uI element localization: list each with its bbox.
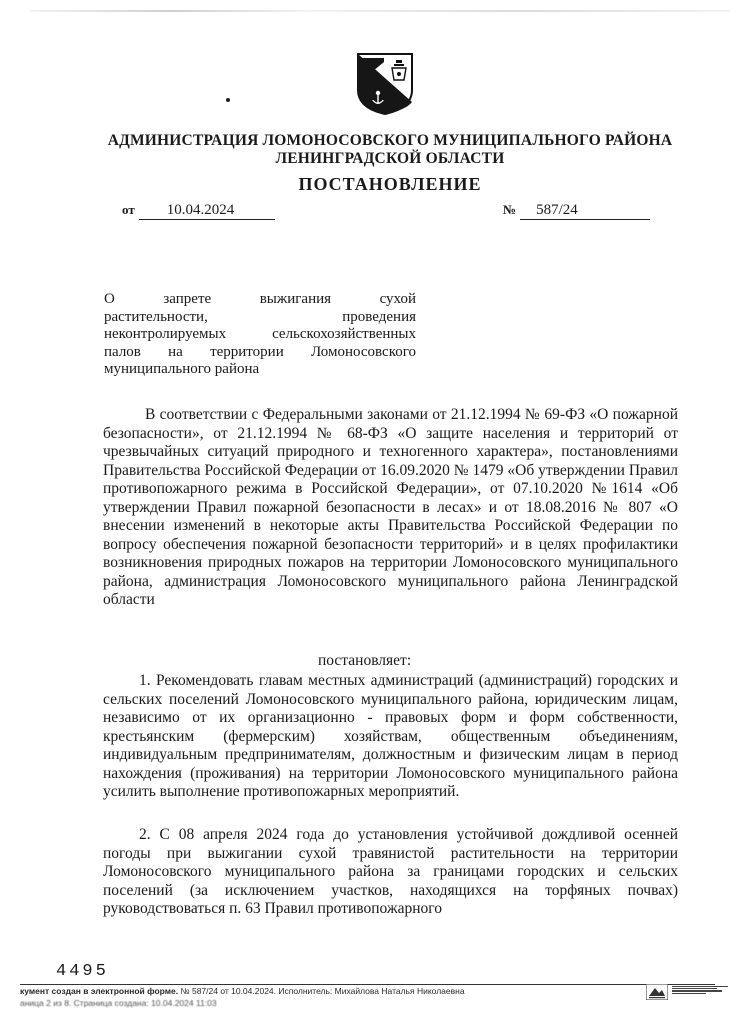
scan-top-artifact [30, 10, 730, 12]
document-type: ПОСТАНОВЛЕНИЕ [298, 174, 482, 194]
item-2-paragraph: 2. С 08 апреля 2024 года до установления устойчивой дождливой осенней погоды при выжигании сухой травянистой растительности на территории Ломоносовского муниципального района за границами городских и сельских поселений (за исключением участков, находящихся на торфяных почвах) руководствоваться п. 63 Правил противопожарного [103, 826, 678, 917]
edoc-stamp-text [672, 985, 728, 995]
footer-line-1 [20, 986, 465, 996]
item-1-paragraph: 1. Рекомендовать главам местных администраций (администраций) городских и сельских поселений Ломоносовского муниципального района, юридическим лицам, независимо от их организационно - правовых форм и форм собственности, крестьянским (фермерским) хозяйствам, общественным объединениям, индивидуальным предпринимателям, должностным и физическим лицам в период нахождения (проживания) на территории Ломоносовского муниципального района усилить выполнение противопожарных мероприятий. [103, 672, 678, 800]
page-mark: 4495 [56, 962, 109, 981]
subject-line: О запрете выжигания сухой [104, 291, 416, 307]
preamble-paragraph: В соответствии с Федеральными законами от 21.12.1994 № 69-ФЗ «О пожарной безопасности», от 21.12.1994 № 68-ФЗ «О защите населения и территорий от чрезвычайных ситуаций природного и техногенного характера», постановлениями Правительства Российской Федерации от 16.09.2020 № 1479 «Об утверждении Правил противопожарного режима в Российской Федерации», от 07.10.2020 №1614 «Об утверждении Правил пожарной безопасности в лесах» и от 18.08.2016 № 807 «О внесении изменений в некоторые акты Правительства Российской Федерации по вопросу обеспечения пожарной безопасности территорий» и в целях профилактики возникновения природных пожаров на территории Ломоносовского муниципального района, администрация Ломоносовского муниципального района Ленинградской области [103, 406, 678, 608]
subject-line: неконтролируемых сельскохозяйственных [104, 326, 416, 342]
document-date [122, 202, 275, 220]
document-number [503, 202, 650, 220]
decree-word: постановляет: [318, 652, 412, 669]
organization-line-2: ЛЕНИНГРАДСКОЙ ОБЛАСТИ [275, 150, 505, 167]
organization-line-1: АДМИНИСТРАЦИЯ ЛОМОНОСОВСКОГО МУНИЦИПАЛЬНОГО РАЙОНА [107, 132, 673, 149]
footer-line-1-details: № 587/24 от 10.04.2024. Исполнитель: Михайлова Наталья Николаевна [180, 986, 465, 996]
footer-line-1-prefix: кумент создан в электронной форме. [20, 986, 179, 996]
subject-line: муниципального района [104, 361, 260, 377]
document-subject [104, 291, 416, 379]
footer-divider [20, 984, 715, 985]
number-value: 587/24 [520, 202, 650, 220]
organization-name [100, 132, 680, 168]
number-prefix: № [503, 202, 517, 217]
coat-of-arms-icon [354, 50, 416, 116]
edoc-logo-icon [646, 984, 668, 1000]
date-prefix: от [122, 202, 135, 217]
date-value: 10.04.2024 [139, 202, 275, 220]
footer-line-2 [20, 998, 217, 1008]
scan-dot-artifact [226, 98, 230, 102]
subject-line: палов на территории Ломоносовского [104, 343, 416, 360]
subject-line: растительности, проведения [104, 308, 416, 325]
footer-line-2-text: аница 2 из 8. Страница создана: 10.04.2024 11:03 [20, 998, 217, 1008]
